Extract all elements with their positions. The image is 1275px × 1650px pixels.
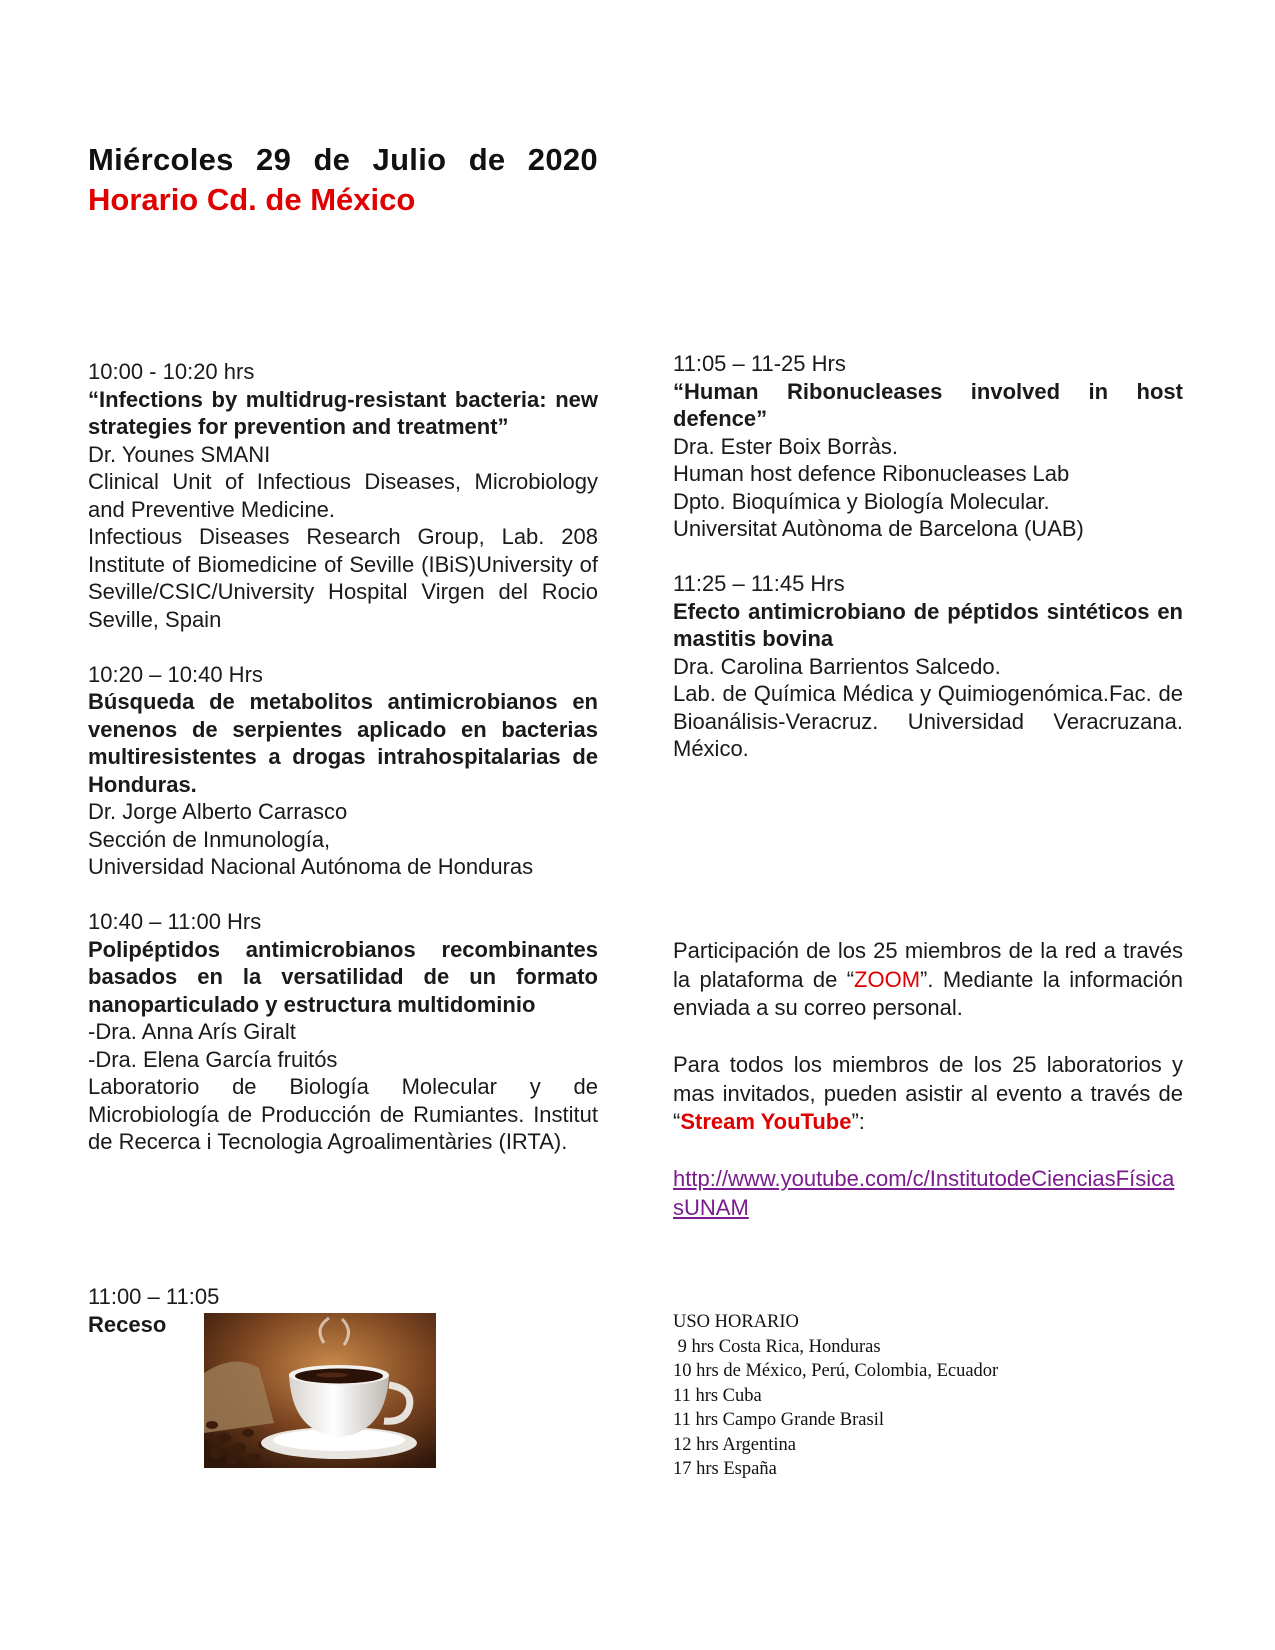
time-zone-entry: 11 hrs Cuba [673, 1385, 762, 1406]
date-word: 29 [256, 142, 292, 177]
stream-highlight: Stream YouTube [680, 1109, 852, 1134]
talk-time: 11:05 – 11-25 Hrs [673, 351, 846, 376]
coffee-cup-image [204, 1313, 436, 1468]
talk-title: Efecto antimicrobiano de péptidos sintéticos en mastitis bovina [673, 598, 1183, 651]
talk-time: 10:20 – 10:40 Hrs [88, 661, 263, 687]
zoom-text-after: ”. Mediante la información enviada a su correo personal. [673, 966, 1184, 1020]
talk-speaker: Dra. Carolina Barrientos Salcedo. [673, 653, 1001, 679]
time-zone-entry: 10 hrs de México, Perú, Colombia, Ecuador [673, 1361, 999, 1381]
talk-title: “Infections by multidrug-resistant bacteria: new strategies for prevention and treatment” [88, 386, 598, 439]
talk-speaker: -Dra. Elena García fruitós [88, 1046, 338, 1072]
zoom-paragraph [673, 937, 1183, 1023]
zoom-text-before: Participación de los 25 miembros de la red a través la plataforma de “ [673, 938, 1183, 992]
talk-time: 10:00 - 10:20 hrs [88, 359, 255, 384]
time-zone-entry: 11 hrs Campo Grande Brasil [673, 1410, 884, 1430]
time-zone-entry: 12 hrs Argentina [673, 1434, 796, 1455]
time-zone-title: USO HORARIO [673, 1312, 799, 1332]
talk-speaker: Dra. Ester Boix Borràs. [673, 433, 898, 459]
date-word: 2020 [527, 142, 598, 177]
talk-speaker: -Dra. Anna Arís Giralt [88, 1019, 296, 1044]
talk-affiliation: Human host defence Ribonucleases Lab [673, 461, 1070, 486]
talk-1 [88, 358, 598, 633]
participation-info [673, 937, 1183, 1251]
recess-time: 11:00 – 11:05 [88, 1284, 220, 1309]
talk-title: “Human Ribonucleases involved in host defence” [673, 378, 1183, 431]
talk-affiliation: Infectious Diseases Research Group, Lab. 208 Institute of Biomedicine of Seville (IBiS)University of Seville/CSIC/University Hospital Virgen del Rocio Seville, Spain [88, 524, 598, 632]
talk-affiliation: Universitat Autònoma de Barcelona (UAB) [673, 516, 1084, 541]
talk-affiliation: Lab. de Química Médica y Quimiogenómica.Fac. de Bioanálisis-Veracruz. Universidad Veracruzana. México. [673, 681, 1183, 761]
talk-affiliation: Clinical Unit of Infectious Diseases, Microbiology and Preventive Medicine. [88, 469, 598, 522]
time-zone-entry: 9 hrs Costa Rica, Honduras [673, 1336, 881, 1357]
page-header [88, 140, 598, 220]
talk-title: Búsqueda de metabolitos antimicrobianos en venenos de serpientes aplicado en bacterias multiresistentes a drogas intrahospitalarias de Honduras. [88, 689, 598, 797]
talk-affiliation: Laboratorio de Biología Molecular y de Microbiología de Producción de Rumiantes. Institut de Recerca i Tecnologia Agroalimentàries (IRTA). [88, 1074, 598, 1154]
date-word: Miércoles [88, 142, 234, 177]
stream-paragraph [673, 1051, 1183, 1137]
event-date [88, 140, 598, 180]
recess-label: Receso [88, 1311, 167, 1337]
time-zone-list [673, 1310, 1093, 1482]
stream-text-after: ”: [851, 1109, 865, 1134]
talk-affiliation: Sección de Inmunología, [88, 826, 331, 852]
talk-affiliation: Dpto. Bioquímica y Biología Molecular. [673, 488, 1050, 514]
talk-5 [673, 570, 1183, 763]
time-zone-entry: 17 hrs España [673, 1459, 777, 1479]
talk-speaker: Dr. Jorge Alberto Carrasco [88, 799, 348, 824]
right-column [673, 350, 1183, 790]
date-word: de [468, 142, 506, 177]
talk-4 [673, 350, 1183, 543]
zoom-highlight: ZOOM [854, 966, 921, 992]
talk-2 [88, 661, 598, 881]
youtube-link[interactable]: http://www.youtube.com/c/InstitutodeCienciasFísicasUNAM [673, 1166, 1175, 1220]
date-word: de [313, 142, 351, 177]
talk-speaker: Dr. Younes SMANI [88, 441, 271, 467]
timezone-heading: Horario Cd. de México [88, 182, 416, 217]
stream-text-before: Para todos los miembros de los 25 laboratorios y mas invitados, pueden asistir al evento a través de “ [673, 1052, 1183, 1134]
talk-time: 10:40 – 11:00 Hrs [88, 909, 262, 934]
talk-3 [88, 908, 598, 1156]
date-word: Julio [372, 142, 447, 177]
talk-affiliation: Universidad Nacional Autónoma de Honduras [88, 854, 534, 879]
talk-time: 11:25 – 11:45 Hrs [673, 571, 845, 596]
left-column [88, 358, 598, 1183]
talk-title: Polipéptidos antimicrobianos recombinantes basados en la versatilidad de un formato nanoparticulado y estructura multidominio [88, 936, 598, 1017]
